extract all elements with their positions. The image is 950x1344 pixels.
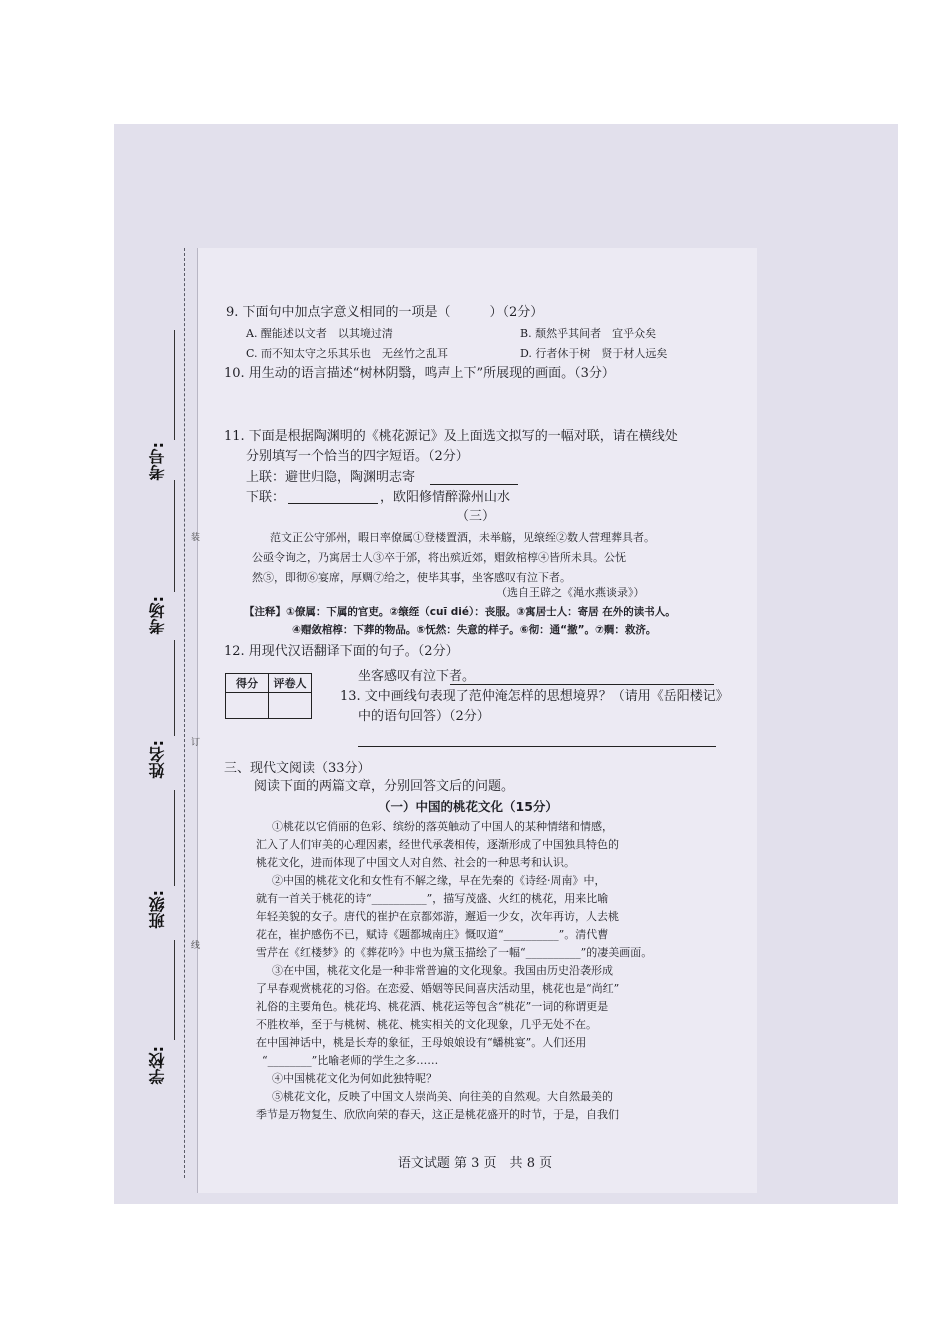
q11-stem-line1: 11. 下面是根据陶渊明的《桃花源记》及上面选文拟写的一幅对联，请在横线处 xyxy=(224,429,678,444)
article-line: 花在，崔护感伤不已，赋诗《题都城南庄》慨叹道“__________”。清代曹 xyxy=(256,928,609,941)
q13-stem-line2: 中的语句回答）（2分） xyxy=(358,709,490,724)
article-line: 雪芹在《红楼梦》的《葬花吟》中也为黛玉描绘了一幅“__________”的凄美画面。 xyxy=(256,946,653,959)
part-three-instruction: 阅读下面的两篇文章，分别回答文后的问题。 xyxy=(254,779,515,794)
paper-edge xyxy=(197,248,198,1193)
passage-note: ④赗敛棺椁：下葬的物品。⑤怃然：失意的样子。⑥彻：通“撤”。⑦赒：救济。 xyxy=(292,624,657,636)
exam-room-line xyxy=(174,480,175,592)
score-table xyxy=(225,673,312,719)
article-line: ③在中国，桃花文化是一种非常普遍的文化现象。我国由历史沿袭形成 xyxy=(272,964,613,977)
score-header: 得分 xyxy=(226,674,269,693)
score-cell[interactable] xyxy=(226,693,269,719)
exam-number-line xyxy=(174,330,175,440)
article-line: 不胜枚举，至于与桃树、桃花、桃实相关的文化现象，几乎无处不在。 xyxy=(256,1018,597,1031)
passage-note: 【注释】①僚属：下属的官吏。②缞绖（cuī dié）：丧服。③寓居士人：寄居 在外的读书人。 xyxy=(244,606,676,618)
couplet-lower-tail: ，欧阳修情醉滁州山水 xyxy=(380,490,511,505)
q13-answer-line[interactable] xyxy=(358,746,716,747)
couplet-lower-label: 下联： xyxy=(246,490,286,505)
passage-source: （选自王辟之《渑水燕谈录》） xyxy=(496,586,645,599)
passage-line: 然⑤，即彻⑥宴席，厚赒⑦给之，使毕其事，坐客感叹有泣下者。 xyxy=(252,571,571,584)
grader-header: 评卷人 xyxy=(269,674,312,693)
article-line: ⑤桃花文化，反映了中国文人崇尚美、向往美的自然观。大自然最美的 xyxy=(272,1090,613,1103)
student-name-line xyxy=(174,640,175,736)
couplet-upper: 上联：避世归隐，陶渊明志寄 xyxy=(246,470,416,485)
q10-stem: 10. 用生动的语言描述“树林阴翳，鸣声上下”所展现的画面。（3分） xyxy=(224,366,615,381)
part-three-title: 三、现代文阅读（33分） xyxy=(224,761,371,776)
article-line: 季节是万物复生、欣欣向荣的春天，这正是桃花盛开的时节，于是，自我们 xyxy=(256,1108,619,1121)
article-line: 就有一首关于桃花的诗“__________”，描写茂盛、火红的桃花，用来比喻 xyxy=(256,892,609,905)
article-line: ②中国的桃花文化和女性有不解之缘，早在先秦的《诗经·周南》中， xyxy=(272,874,606,887)
article-line: ④中国桃花文化为何如此独特呢？ xyxy=(272,1072,437,1085)
binding-line xyxy=(184,248,185,1178)
q9-option-b: B. 颓然乎其间者 宜乎众矣 xyxy=(520,327,657,340)
class-label: 班级: xyxy=(148,890,167,929)
article-title: （一）中国的桃花文化（15分） xyxy=(378,799,558,814)
article-line: 年轻美貌的女子。唐代的崔护在京都郊游，邂逅一少女，次年再访，人去桃 xyxy=(256,910,619,923)
student-name-label: 姓名: xyxy=(148,740,167,779)
couplet-upper-blank[interactable] xyxy=(430,484,518,485)
article-line: 礼俗的主要角色。桃花坞、桃花酒、桃花运等包含“桃花”一词的称谓更是 xyxy=(256,1000,609,1013)
binding-mark-top: 装 xyxy=(191,533,201,543)
q9-option-d: D. 行者休于树 贤于材人远矣 xyxy=(520,347,668,360)
school-line xyxy=(174,940,175,1040)
q12-stem: 12. 用现代汉语翻译下面的句子。（2分） xyxy=(224,644,459,659)
article-line: 在中国神话中，桃是长寿的象征，王母娘娘设有“蟠桃宴”。人们还用 xyxy=(256,1036,587,1049)
q9-option-a: A. 醒能述以文者 以其境过清 xyxy=(246,327,393,340)
binding-mark-bottom: 线 xyxy=(191,941,201,951)
section-three-title: （三） xyxy=(456,509,496,524)
q12-sentence: 坐客感叹有泣下者。 xyxy=(358,669,476,684)
grader-cell[interactable] xyxy=(269,693,312,719)
class-line xyxy=(174,790,175,886)
exam-number-label: 考号: xyxy=(148,442,167,481)
article-line: “________”比喻老师的学生之多…… xyxy=(262,1054,439,1067)
exam-room-label: 考场: xyxy=(148,596,167,635)
q9-option-c: C. 而不知太守之乐其乐也 无丝竹之乱耳 xyxy=(246,347,449,360)
q11-stem-line2: 分别填写一个恰当的四字短语。（2分） xyxy=(246,449,469,464)
q12-answer-line[interactable] xyxy=(450,684,714,685)
article-line: ①桃花以它俏丽的色彩、缤纷的落英触动了中国人的某种情绪和情感， xyxy=(272,820,613,833)
couplet-lower-blank[interactable] xyxy=(288,503,378,504)
passage-line: 公亟令询之，乃寓居士人③卒于邠，将出殡近郊，赗敛棺椁④皆所未具。公怃 xyxy=(252,551,626,564)
article-line: 了早春观赏桃花的习俗。在恋爱、婚姻等民间喜庆活动里，桃花也是“尚红” xyxy=(256,982,620,995)
passage-line: 范文正公守邠州，暇日率僚属①登楼置酒，未举觞，见缞绖②数人营理葬具者。 xyxy=(270,531,655,544)
school-label: 学校: xyxy=(148,1046,167,1085)
binding-mark-mid: 订 xyxy=(191,738,201,748)
q13-stem-line1: 13. 文中画线句表现了范仲淹怎样的思想境界？（请用《岳阳楼记》 xyxy=(340,689,729,704)
article-line: 汇入了人们审美的心理因素，经世代承袭相传，逐渐形成了中国独具特色的 xyxy=(256,838,619,851)
q9-stem: 9. 下面句中加点字意义相同的一项是（ ）（2分） xyxy=(226,305,544,320)
article-line: 桃花文化，进而体现了中国文人对自然、社会的一种思考和认识。 xyxy=(256,856,575,869)
page-footer: 语文试题 第 3 页 共 8 页 xyxy=(397,1156,553,1171)
